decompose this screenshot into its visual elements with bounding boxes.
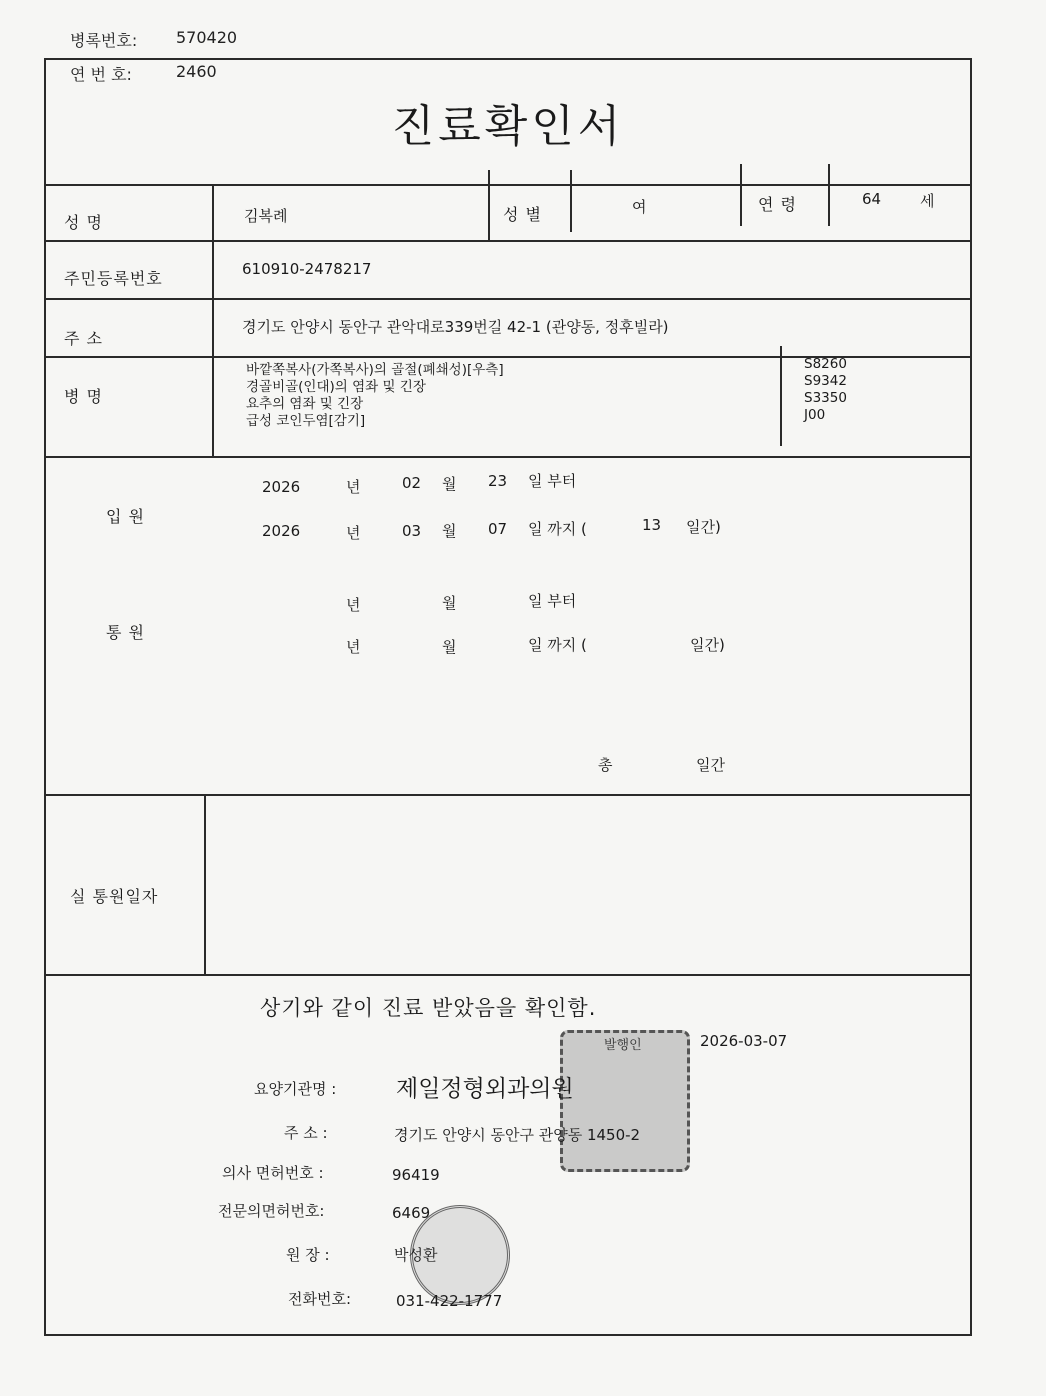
diagnosis-codes xyxy=(804,356,847,424)
inpatient-to-month: 03 xyxy=(402,522,422,540)
serial-number-value: 2460 xyxy=(176,62,217,81)
divider xyxy=(204,794,206,974)
name-label: 성 명 xyxy=(64,213,103,232)
phone-value: 031-422-1777 xyxy=(396,1292,503,1310)
inpatient-from-month: 02 xyxy=(402,474,422,492)
divider xyxy=(46,974,972,976)
confirmation-statement: 상기와 같이 진료 받았음을 확인함. xyxy=(260,996,597,1020)
divider xyxy=(828,164,830,226)
inpatient-to-year: 2026 xyxy=(262,522,301,540)
document-title: 진료확인서 xyxy=(391,101,625,152)
inpatient-from-day: 23 xyxy=(488,472,508,490)
address-label: 주 소 xyxy=(64,329,103,348)
outpatient-days-unit: 일간) xyxy=(690,636,725,654)
inpatient-to-suffix: 일 까지 ( xyxy=(528,520,587,538)
visit-dates-label: 실 통원일자 xyxy=(70,887,159,906)
age-label: 연 령 xyxy=(758,195,797,214)
diagnosis-item: 요추의 염좌 및 긴장 xyxy=(246,396,364,412)
divider xyxy=(46,184,972,186)
inpatient-from-year: 2026 xyxy=(262,478,301,496)
sex-value: 여 xyxy=(632,198,647,216)
inpatient-days: 13 xyxy=(642,516,662,534)
phone-label: 전화번호: xyxy=(288,1290,352,1308)
diagnosis-code: S3350 xyxy=(804,390,847,406)
hospital-address-label: 주 소 : xyxy=(284,1124,328,1142)
outpatient-from-year-unit: 년 xyxy=(346,596,361,614)
diagnosis-item: 급성 코인두염[감기] xyxy=(246,413,366,429)
diagnosis-item: 바깥쪽복사(가쪽복사)의 골절(폐쇄성)[우측] xyxy=(246,362,504,378)
outpatient-from-month-unit: 월 xyxy=(442,594,457,612)
hospital-name-value: 제일정형외과의원 xyxy=(396,1076,574,1102)
age-unit: 세 xyxy=(920,192,935,210)
divider xyxy=(46,298,972,300)
divider xyxy=(740,164,742,226)
inpatient-to-month-unit: 월 xyxy=(442,522,457,540)
register-number-label: 병록번호: xyxy=(70,31,138,50)
divider xyxy=(46,794,972,796)
outpatient-to-year-unit: 년 xyxy=(346,638,361,656)
divider xyxy=(46,456,972,458)
age-value: 64 xyxy=(862,190,882,208)
inpatient-from-month-unit: 월 xyxy=(442,475,457,493)
diagnosis-list xyxy=(246,362,504,430)
divider xyxy=(212,184,214,456)
address-value: 경기도 안양시 동안구 관악대로339번길 42-1 (관양동, 정후빌라) xyxy=(242,318,669,336)
inpatient-label: 입 원 xyxy=(106,507,145,526)
doctor-license-label: 의사 면허번호 : xyxy=(222,1164,324,1182)
outpatient-from-suffix: 일 부터 xyxy=(528,592,577,610)
outpatient-to-suffix: 일 까지 ( xyxy=(528,636,587,654)
inpatient-from-year-unit: 년 xyxy=(346,478,361,496)
diagnosis-label: 병 명 xyxy=(64,387,103,406)
serial-number-label: 연 번 호: xyxy=(70,65,132,84)
resident-id-label: 주민등록번호 xyxy=(64,269,163,288)
sex-label: 성 별 xyxy=(503,205,542,224)
total-unit: 일간 xyxy=(696,756,725,774)
diagnosis-code: J00 xyxy=(804,407,826,423)
register-number-value: 570420 xyxy=(176,28,238,47)
total-label: 총 xyxy=(598,756,613,774)
stamp-issuer-label: 발행인 xyxy=(604,1038,642,1053)
diagnosis-item: 경골비골(인대)의 염좌 및 긴장 xyxy=(246,379,426,395)
divider xyxy=(570,170,572,232)
inpatient-from-suffix: 일 부터 xyxy=(528,472,577,490)
divider xyxy=(780,346,782,446)
diagnosis-code: S8260 xyxy=(804,356,847,372)
resident-id-value: 610910-2478217 xyxy=(242,260,372,278)
specialist-license-value: 6469 xyxy=(392,1204,431,1222)
patient-name: 김복례 xyxy=(244,207,288,225)
inpatient-days-unit: 일간) xyxy=(686,518,721,536)
director-name: 박성환 xyxy=(394,1246,438,1264)
outpatient-to-month-unit: 월 xyxy=(442,638,457,656)
doctor-license-value: 96419 xyxy=(392,1166,440,1184)
outpatient-label: 통 원 xyxy=(106,623,145,642)
divider xyxy=(46,240,972,242)
diagnosis-code: S9342 xyxy=(804,373,847,389)
hospital-name-label: 요양기관명 : xyxy=(254,1080,337,1098)
specialist-license-label: 전문의면허번호: xyxy=(218,1202,325,1220)
director-label: 원 장 : xyxy=(286,1246,330,1264)
inpatient-to-year-unit: 년 xyxy=(346,524,361,542)
inpatient-to-day: 07 xyxy=(488,520,508,538)
issue-date: 2026-03-07 xyxy=(700,1032,788,1050)
divider xyxy=(488,170,490,240)
hospital-address-value: 경기도 안양시 동안구 관양동 1450-2 xyxy=(394,1126,641,1144)
